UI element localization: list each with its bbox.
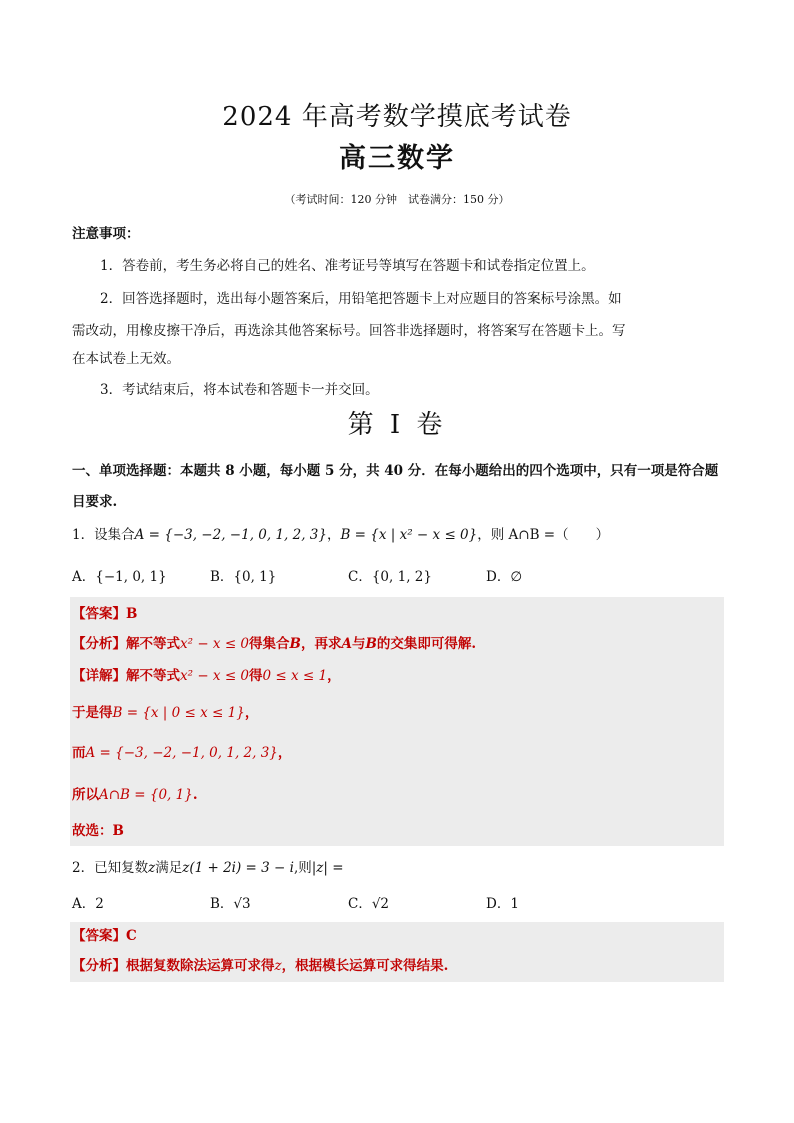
question-2-stem: 2．已知复数z满足z(1 + 2i) = 3 − i,则|z| = xyxy=(72,860,344,876)
question-1-step-2: 而A = {−3, −2, −1, 0, 1, 2, 3}， xyxy=(72,745,292,761)
section-heading-line-2: 目要求. xyxy=(72,494,118,510)
equation: z(1 + 2i) = 3 − i xyxy=(182,860,294,876)
question-1-option-d: D．∅ xyxy=(486,569,523,585)
notice-item-2-line-3: 在本试卷上无效。 xyxy=(72,351,180,367)
question-2-option-a: A．2 xyxy=(72,896,104,912)
question-1-step-3: 所以A∩B = {0, 1}. xyxy=(72,787,198,803)
question-1-option-c: C．{0, 1, 2} xyxy=(348,569,432,585)
exam-subtitle: 高三数学 xyxy=(339,143,455,174)
question-1-stem: 1．设集合A = {−3, −2, −1, 0, 1, 2, 3}，B = {x | x² − x ≤ 0}，则 A∩B =（ ） xyxy=(72,527,610,543)
question-1-choice: 故选：B xyxy=(72,823,124,839)
set-a-expression: A = {−3, −2, −1, 0, 1, 2, 3} xyxy=(134,527,327,543)
exam-title: 2024 年高考数学摸底考试卷 xyxy=(222,102,572,132)
question-1-analysis: 【分析】解不等式x² − x ≤ 0得集合B，再求A与B的交集即可得解. xyxy=(72,636,477,652)
notice-item-1: 1．答卷前，考生务必将自己的姓名、准考证号等填写在答题卡和试卷指定位置上。 xyxy=(100,258,595,274)
question-2-analysis: 【分析】根据复数除法运算可求得z，根据模长运算可求得结果. xyxy=(72,958,449,974)
section-heading-line-1: 一、单项选择题：本题共 8 小题，每小题 5 分，共 40 分．在每小题给出的四个选项中，只有一项是符合题 xyxy=(72,463,719,479)
question-2-option-c: C．√2 xyxy=(348,896,390,912)
question-1-option-b: B．{0, 1} xyxy=(210,569,277,585)
question-1-detail: 【详解】解不等式x² − x ≤ 0得0 ≤ x ≤ 1， xyxy=(72,668,341,684)
exam-time-note: （考试时间：120 分钟 试卷满分：150 分） xyxy=(284,193,510,206)
notice-item-3: 3．考试结束后，将本试卷和答题卡一并交回。 xyxy=(100,382,379,398)
volume-heading: 第 I 卷 xyxy=(347,410,447,440)
notice-item-2-line-1: 2．回答选择题时，选出每小题答案后，用铅笔把答题卡上对应题目的答案标号涂黑。如 xyxy=(100,291,622,307)
question-1-step-1: 于是得B = {x | 0 ≤ x ≤ 1}， xyxy=(72,705,259,721)
question-1-answer: 【答案】B xyxy=(72,606,138,622)
question-1-option-a: A．{−1, 0, 1} xyxy=(72,569,167,585)
question-2-answer: 【答案】C xyxy=(72,928,137,944)
notice-item-2-line-2: 需改动，用橡皮擦干净后，再选涂其他答案标号。回答非选择题时，将答案写在答题卡上。写 xyxy=(72,323,626,339)
question-2-option-d: D．1 xyxy=(486,896,519,912)
notice-heading: 注意事项： xyxy=(72,226,140,242)
set-b-expression: B = {x | x² − x ≤ 0} xyxy=(340,527,478,543)
question-2-option-b: B．√3 xyxy=(210,896,251,912)
